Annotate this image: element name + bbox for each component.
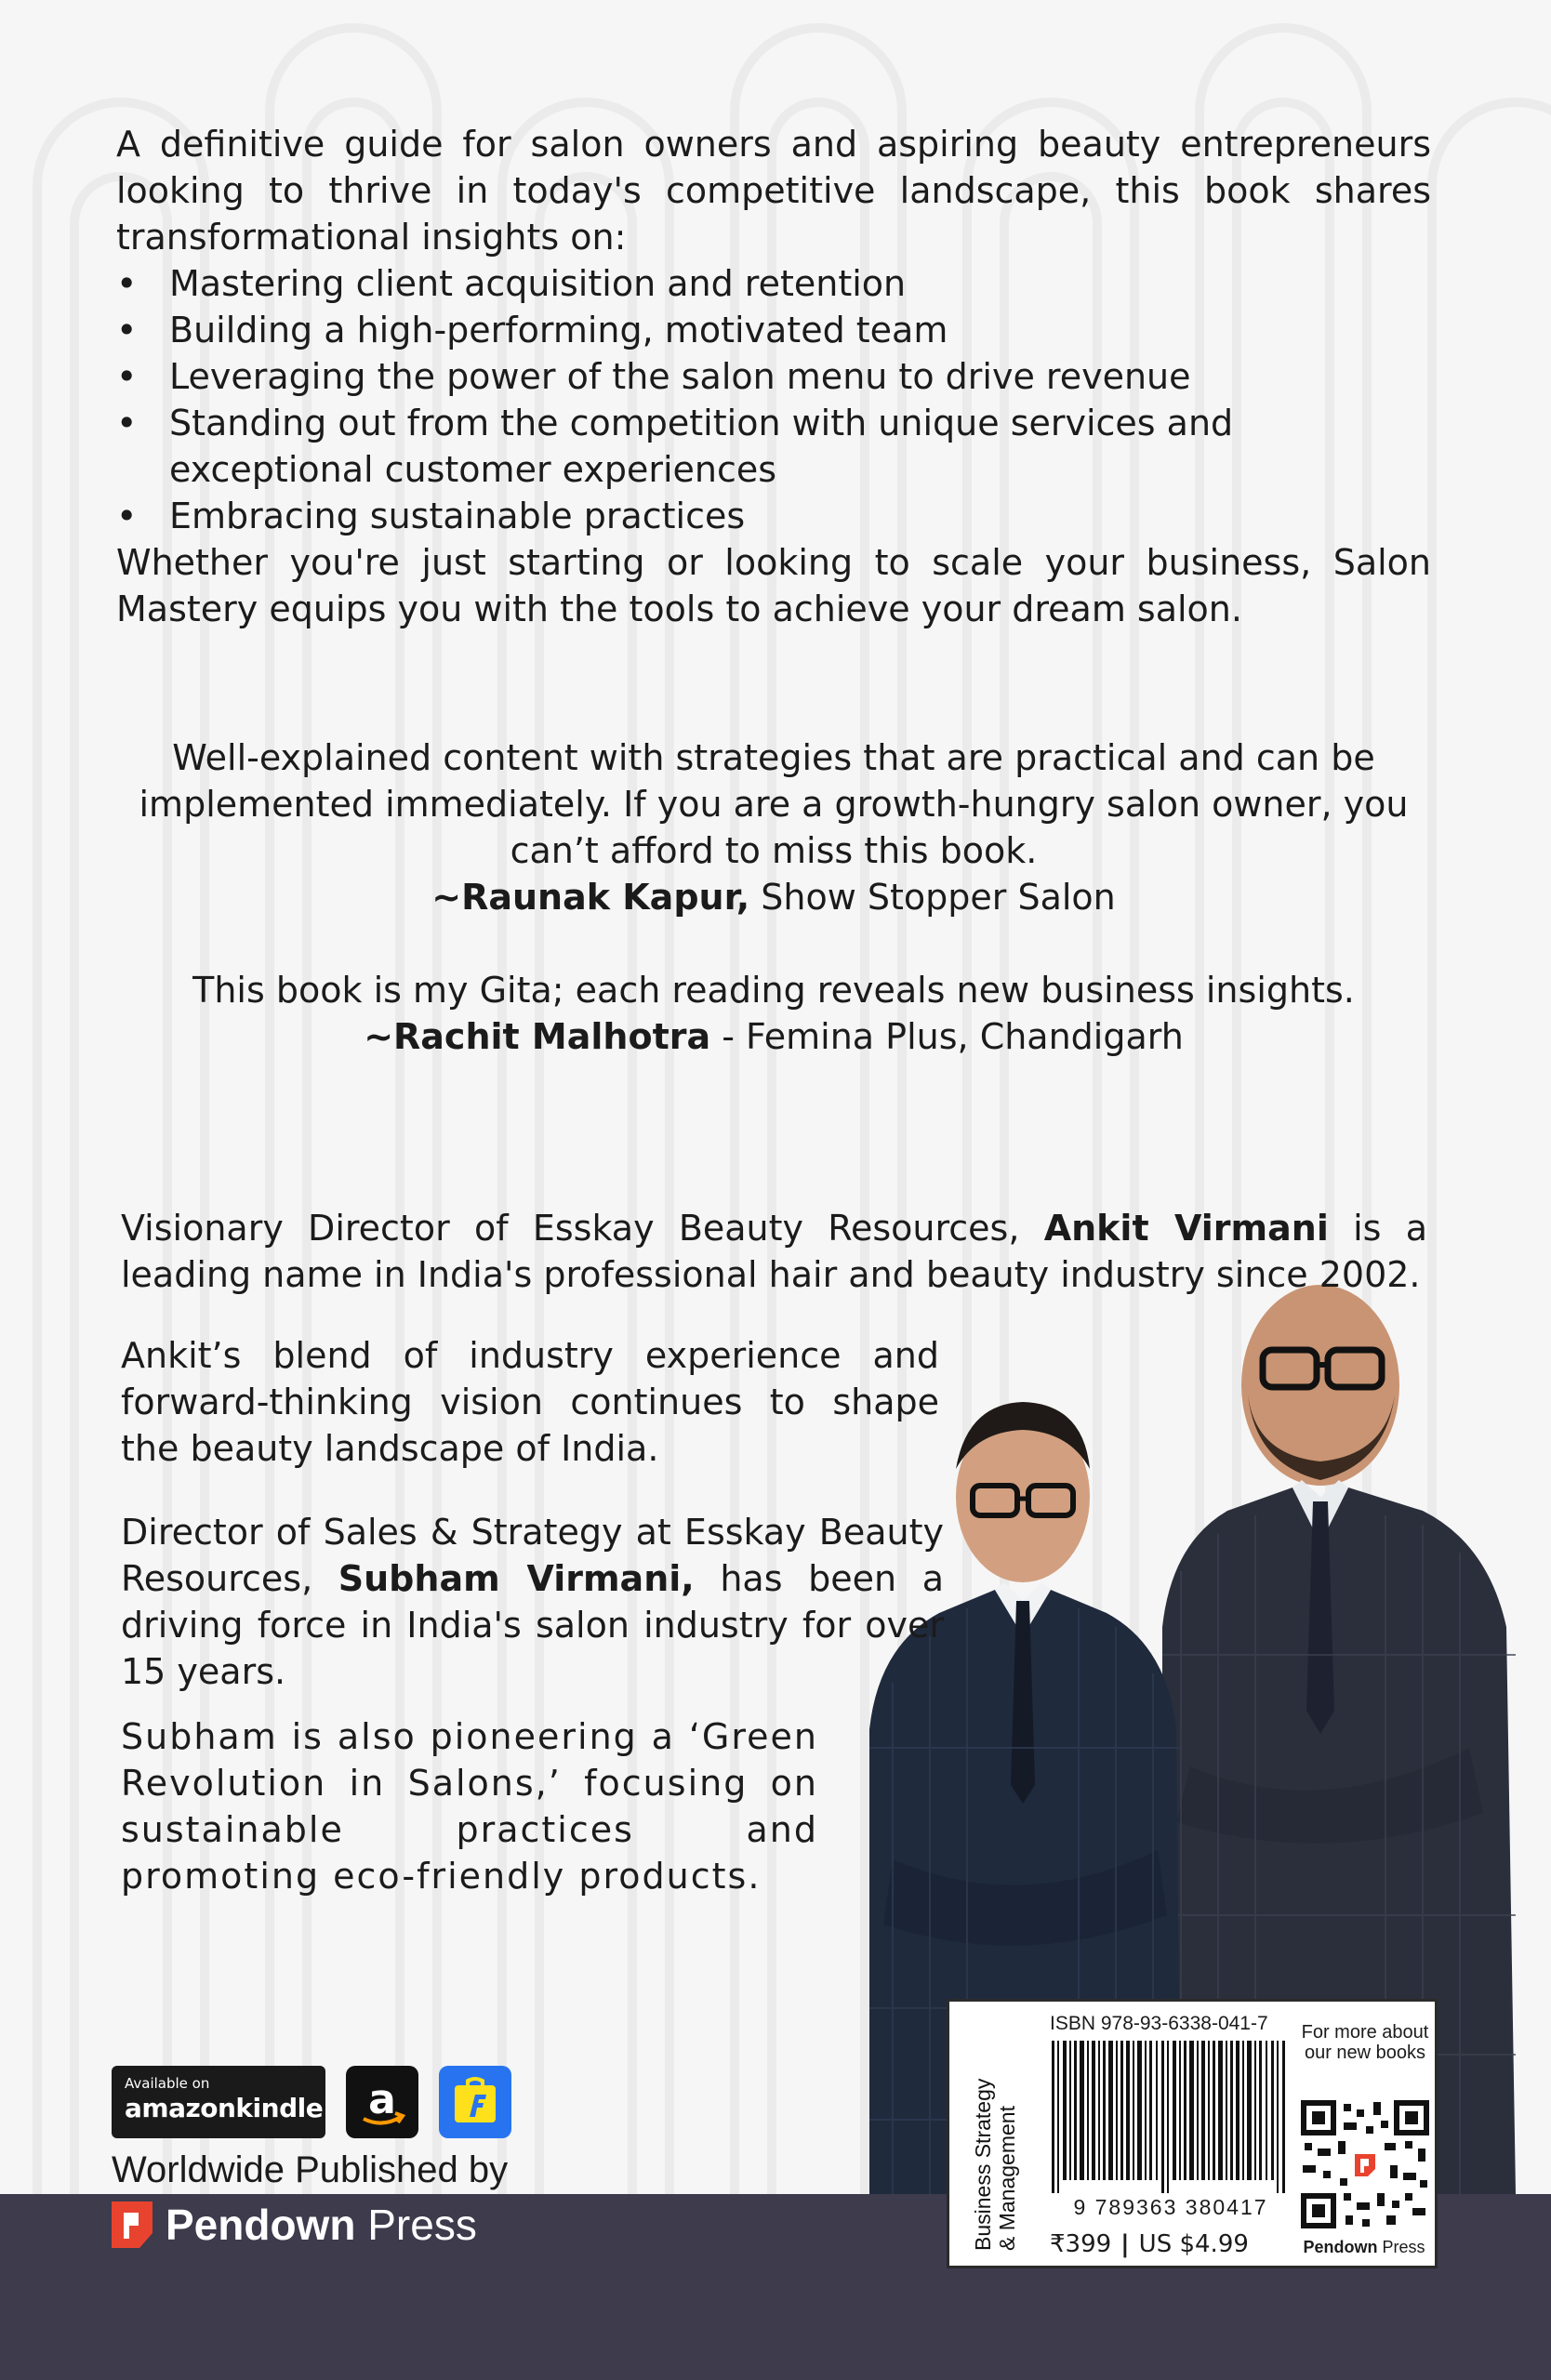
publisher-name — [166, 2200, 477, 2250]
box-publisher-name — [1293, 2238, 1435, 2257]
store-badges — [112, 2066, 511, 2140]
price-line: ₹399 | US $4.99 — [1050, 2230, 1249, 2258]
author-name: Ankit Virmani — [1043, 1208, 1329, 1249]
published-by-label: Worldwide Published by — [112, 2149, 509, 2190]
price-inr: ₹399 — [1050, 2230, 1112, 2258]
publisher-name-rest: Press — [355, 2201, 477, 2249]
qr-code-icon[interactable] — [1301, 2100, 1429, 2228]
qr-caption: For more about our new books — [1301, 2022, 1429, 2063]
testimonial-attribution — [116, 874, 1431, 920]
testimonial-affiliation: - Femina Plus, Chandigarh — [710, 1016, 1184, 1057]
testimonial-affiliation: Show Stopper Salon — [749, 877, 1116, 918]
list-item: • Mastering client acquisition and retention — [116, 260, 1431, 307]
list-item: • Standing out from the competition with unique services and exceptional customer experiences — [116, 400, 1431, 493]
testimonial-name: ~Rachit Malhotra — [364, 1016, 711, 1057]
kindle-badge-label: amazonkindle — [125, 2093, 324, 2123]
publisher-name-bold: Pendown — [166, 2201, 356, 2249]
list-item: • Building a high-performing, motivated team — [116, 307, 1431, 353]
barcode-box — [947, 1999, 1438, 2268]
insights-list — [116, 260, 1431, 539]
amazon-icon[interactable] — [346, 2066, 418, 2138]
blurb-closing: Whether you're just starting or looking to scale your business, Salon Mastery equips you with the tools to achieve your dream salon. — [116, 542, 1431, 629]
testimonial-attribution — [116, 1013, 1431, 1060]
author-bio-ankit-vision: Ankit’s blend of industry experience and forward-thinking vision continues to shape the beauty landscape of India. — [121, 1335, 939, 1469]
kindle-badge[interactable] — [112, 2066, 325, 2138]
testimonials — [116, 734, 1431, 1060]
testimonial-name: ~Raunak Kapur, — [431, 877, 750, 918]
publisher-brand — [112, 2200, 477, 2250]
category-line-2: & Management — [995, 2106, 1019, 2251]
category-line-1: Business Strategy — [971, 2078, 995, 2251]
blurb-intro: A definitive guide for salon owners and aspiring beauty entrepreneurs looking to thrive in today's competitive landscape, this book shares transformational insights on: — [116, 124, 1431, 258]
bio-text: Visionary Director of Esskay Beauty Resources, — [121, 1208, 1044, 1249]
pendown-logo-icon — [112, 2202, 152, 2248]
flipkart-logo-icon — [449, 2076, 501, 2128]
barcode-icon — [1052, 2041, 1290, 2193]
flipkart-icon[interactable] — [439, 2066, 511, 2138]
bio-text: has been a driving force in India's salon industry for over 15 years. — [121, 1558, 944, 1692]
barcode-number: 9 789363 380417 — [1073, 2195, 1268, 2219]
amazon-logo-icon — [354, 2074, 410, 2130]
category-text — [971, 2072, 1019, 2251]
isbn-label: ISBN 978-93-6338-041-7 — [1050, 2013, 1268, 2034]
box-brand-bold: Pendown — [1303, 2238, 1378, 2256]
box-brand-rest: Press — [1377, 2238, 1425, 2256]
category-label — [959, 2013, 1019, 2256]
list-item: • Leveraging the power of the salon menu to drive revenue — [116, 353, 1431, 400]
author-bio-ankit — [121, 1205, 1427, 1298]
price-usd: US $4.99 — [1138, 2230, 1249, 2258]
author-bio-subham — [121, 1509, 944, 1695]
author-name: Subham Virmani, — [338, 1558, 695, 1599]
testimonial-text: This book is my Gita; each reading reveals new business insights. — [192, 970, 1355, 1011]
kindle-badge-caption: Available on — [125, 2075, 210, 2092]
list-item: • Embracing sustainable practices — [116, 493, 1431, 539]
testimonial-text: Well-explained content with strategies that are practical and can be implemented immediately. If you are a growth-hungry salon owner, you can’t afford to miss this book. — [139, 737, 1409, 871]
bio-text: is a leading name in India's professional hair and beauty industry since 2002. — [121, 1208, 1427, 1295]
amazon-logo-glyph: a — [368, 2076, 396, 2123]
book-blurb — [116, 121, 1431, 632]
author-bio-subham-green: Subham is also pioneering a ‘Green Revolution in Salons,’ focusing on sustainable practices and promoting eco-friendly products. — [121, 1716, 818, 1897]
bio-text: Director of Sales & Strategy at Esskay Beauty Resources, — [121, 1512, 944, 1599]
